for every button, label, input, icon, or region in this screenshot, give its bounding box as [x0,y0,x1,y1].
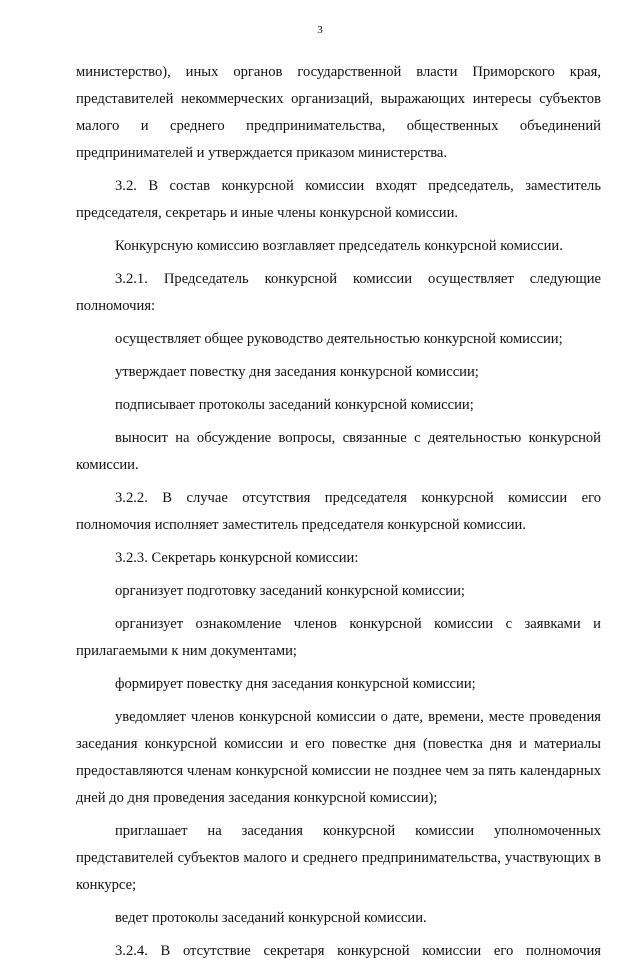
paragraph: выносит на обсуждение вопросы, связанные с деятельностью конкурсной комиссии. [76,430,601,473]
page-number: 3 [317,24,323,36]
paragraph: ведет протоколы заседаний конкурсной комиссии. [115,910,427,926]
paragraph: 3.2.1. Председатель конкурсной комиссии осуществляет следующие полномочия: [76,271,601,314]
paragraph: осуществляет общее руководство деятельностью конкурсной комиссии; [115,331,563,347]
paragraph: 3.2. В состав конкурсной комиссии входят председатель, заместитель председателя, секретарь и иные члены конкурсной комиссии. [76,178,601,221]
paragraph: организует ознакомление членов конкурсной комиссии с заявками и прилагаемыми к ним документами; [76,616,601,659]
paragraph: 3.2.4. В отсутствие секретаря конкурсной комиссии его полномочия [115,943,601,959]
paragraph: министерство), иных органов государственной власти Приморского края, представителей некоммерческих организаций, выражающих интересы субъектов малого и среднего предпринимательства, общественных объединений предпринимателей и утверждается приказом министерства. [76,64,601,161]
paragraph: приглашает на заседания конкурсной комиссии уполномоченных представителей субъектов малого и среднего предпринимательства, участвующих в конкурсе; [76,823,601,893]
paragraph: 3.2.3. Секретарь конкурсной комиссии: [115,550,359,566]
paragraph: 3.2.2. В случае отсутствия председателя конкурсной комиссии его полномочия исполняет заместитель председателя конкурсной комиссии. [76,490,601,533]
paragraph: утверждает повестку дня заседания конкурсной комиссии; [115,364,479,380]
paragraph: уведомляет членов конкурсной комиссии о дате, времени, месте проведения заседания конкурсной комиссии и его повестке дня (повестка дня и материалы предоставляются членам конкурсной комиссии не позднее чем за пять календарных дней до дня проведения заседания конкурсной комиссии); [76,709,601,806]
paragraph: Конкурсную комиссию возглавляет председатель конкурсной комиссии. [115,238,563,254]
paragraph: формирует повестку дня заседания конкурсной комиссии; [115,676,476,692]
paragraph: организует подготовку заседаний конкурсной комиссии; [115,583,465,599]
paragraph: подписывает протоколы заседаний конкурсной комиссии; [115,397,474,413]
document-body [76,59,601,971]
